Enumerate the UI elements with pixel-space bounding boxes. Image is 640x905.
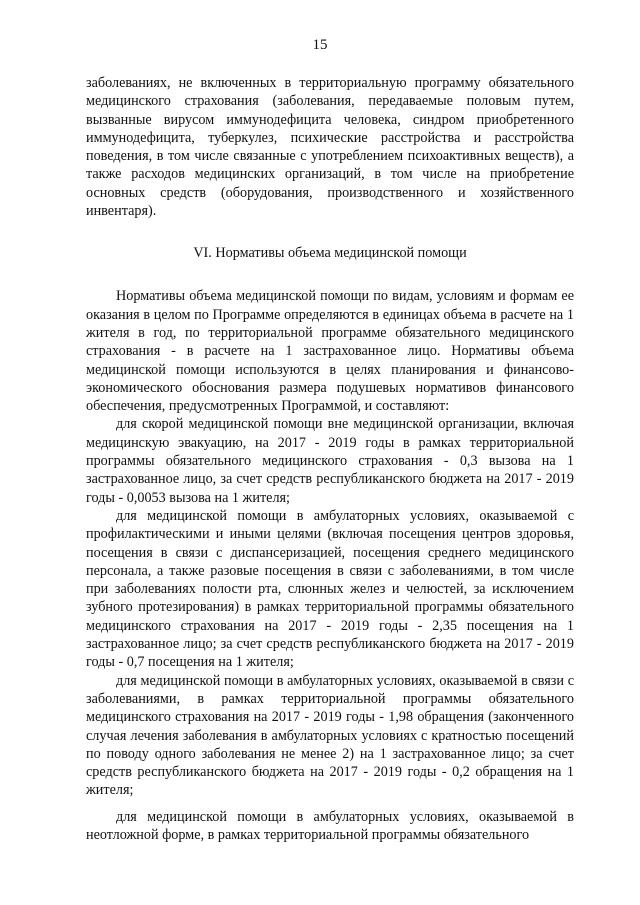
paragraph-outpatient-disease: для медицинской помощи в амбулаторных условиях, оказываемой в связи с заболеваниями, в рамках территориальной программы обязательного медицинского страхования на 2017 - 2019 годы - 1,98 обращения (законченного случая лечения заболевания в амбулаторных условиях с кратностью посещений по поводу одного заболевания не менее 2) на 1 застрахованное лицо; за счет средств республиканского бюджета на 2017 - 2019 годы - 0,2 обращения на 1 жителя; bbox=[86, 672, 574, 799]
paragraph-outpatient-preventive: для медицинской помощи в амбулаторных условиях, оказываемой с профилактическими и иными целями (включая посещения центров здоровья, посещения в связи с диспансеризацией, посещения среднего медицинского персонала, а также разовые посещения в связи с заболеваниями, в том числе при заболеваниях полости рта, слюнных желез и челюстей, за исключением зубного протезирования) в рамках территориальной программы обязательного медицинского страхования на 2017 - 2019 годы - 2,35 посещения на 1 застрахованное лицо; за счет средств республиканского бюджета на 2017 - 2019 годы - 0,7 посещения на 1 жителя; bbox=[86, 507, 574, 671]
paragraph-outpatient-urgent: для медицинской помощи в амбулаторных условиях, оказываемой в неотложной форме, в рамках территориальной программы обязательного bbox=[86, 808, 574, 843]
intro-paragraph: заболеваниях, не включенных в территориальную программу обязательного медицинского страхования (заболевания, передаваемые половым путем, вызванные вирусом иммунодефицита человека, синдром приобретенного иммунодефицита, туберкулез, психические расстройства и расстройства поведения, в том числе связанные с употреблением психоактивных веществ), а также расходов медицинских организаций, в том числе на приобретение основных средств (оборудования, производственного и хозяйственного инвентаря). bbox=[86, 75, 574, 220]
paragraph-emergency-care: для скорой медицинской помощи вне медицинской организации, включая медицинскую эвакуацию, на 2017 - 2019 годы в рамках территориальной программы обязательного медицинского страхования - 0,3 вызова на 1 застрахованное лицо, за счет средств республиканского бюджета на 2017 - 2019 годы - 0,0053 вызова на 1 жителя; bbox=[86, 416, 574, 506]
document-body bbox=[86, 74, 574, 844]
section-heading: VI. Нормативы объема медицинской помощи bbox=[193, 245, 467, 262]
page-number: 15 bbox=[312, 37, 328, 53]
paragraph-volume-norms: Нормативы объема медицинской помощи по видам, условиям и формам ее оказания в целом по Программе определяются в единицах объема в расчете на 1 жителя в год, по территориальной программе обязательного медицинского страхования - в расчете на 1 застрахованное лицо. Нормативы объема медицинской помощи используются в целях планирования и финансово-экономического обоснования размера подушевых нормативов финансового обеспечения, предусмотренных Программой, и составляют: bbox=[86, 288, 574, 415]
